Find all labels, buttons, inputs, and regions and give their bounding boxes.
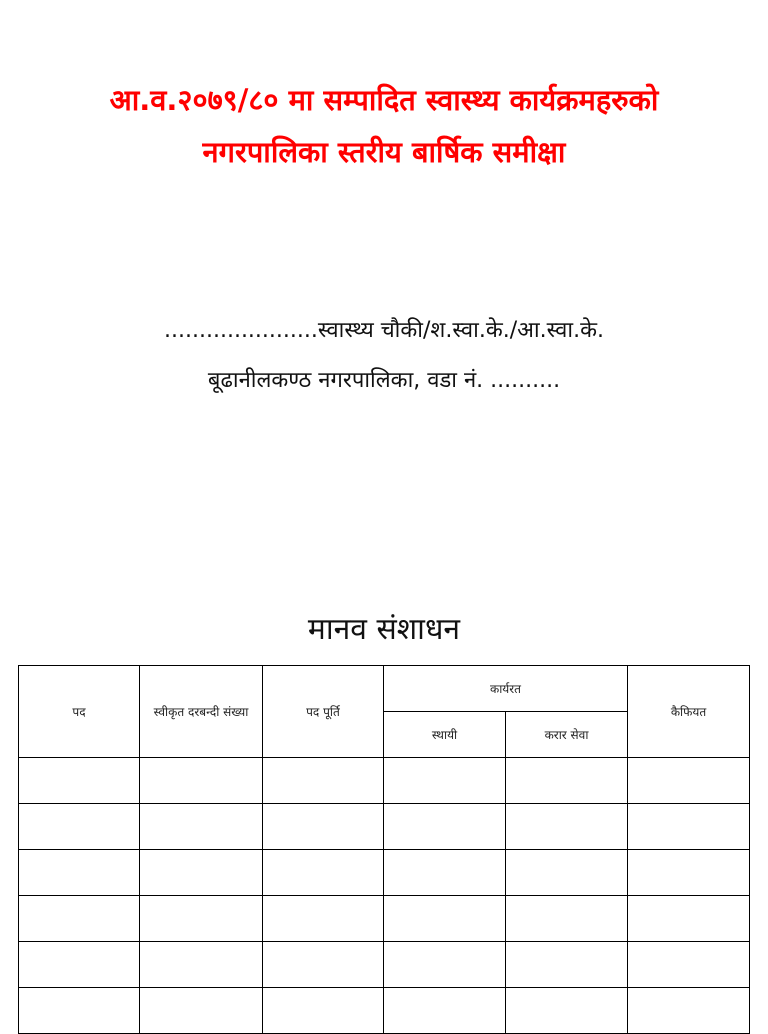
table-cell[interactable] (140, 988, 263, 1034)
table-cell[interactable] (263, 804, 384, 850)
table-row (19, 850, 750, 896)
table-cell[interactable] (19, 850, 140, 896)
table-cell[interactable] (263, 850, 384, 896)
table-body (19, 758, 750, 1034)
table-cell[interactable] (19, 942, 140, 988)
table-cell[interactable] (263, 988, 384, 1034)
header-permanent: स्थायी (384, 712, 506, 758)
table-cell[interactable] (506, 758, 628, 804)
table-cell[interactable] (263, 758, 384, 804)
table-row (19, 804, 750, 850)
table-cell[interactable] (628, 896, 750, 942)
header-post: पद (19, 666, 140, 758)
table-row (19, 988, 750, 1034)
table-cell[interactable] (384, 850, 506, 896)
health-facility-line: ......................स्वास्थ्य चौकी/श.स्वा.के./आ.स्वा.के. (164, 318, 604, 343)
table-cell[interactable] (19, 896, 140, 942)
table-cell[interactable] (384, 896, 506, 942)
header-working: कार्यरत (384, 666, 628, 712)
table-cell[interactable] (628, 758, 750, 804)
table-cell[interactable] (506, 942, 628, 988)
table-cell[interactable] (384, 988, 506, 1034)
table-cell[interactable] (263, 942, 384, 988)
table-cell[interactable] (628, 942, 750, 988)
municipality-ward-line: बूढानीलकण्ठ नगरपालिका, वडा नं. .......... (207, 368, 561, 393)
table-row (19, 896, 750, 942)
table-cell[interactable] (506, 896, 628, 942)
table-cell[interactable] (628, 850, 750, 896)
table-cell[interactable] (140, 758, 263, 804)
table-row (19, 758, 750, 804)
header-sanctioned-count: स्वीकृत दरबन्दी संख्या (140, 666, 263, 758)
table-cell[interactable] (19, 988, 140, 1034)
table-cell[interactable] (263, 896, 384, 942)
section-title: मानव संशाधन (307, 612, 461, 647)
table-cell[interactable] (506, 988, 628, 1034)
header-remarks: कैफियत (628, 666, 750, 758)
table-row (19, 942, 750, 988)
table-cell[interactable] (140, 850, 263, 896)
table-cell[interactable] (19, 758, 140, 804)
table-cell[interactable] (19, 804, 140, 850)
table-cell[interactable] (384, 942, 506, 988)
table-cell[interactable] (140, 942, 263, 988)
report-title-line-2: नगरपालिका स्तरीय बार्षिक समीक्षा (202, 135, 566, 169)
header-contract: करार सेवा (506, 712, 628, 758)
table-cell[interactable] (140, 804, 263, 850)
table-cell[interactable] (140, 896, 263, 942)
table-cell[interactable] (628, 988, 750, 1034)
table-cell[interactable] (628, 804, 750, 850)
table-cell[interactable] (506, 804, 628, 850)
header-post-filled: पद पूर्ति (263, 666, 384, 758)
human-resource-table (18, 665, 750, 1034)
table-cell[interactable] (384, 758, 506, 804)
report-title-line-1: आ.व.२०७९/८० मा सम्पादित स्वास्थ्य कार्यक्रमहरुको (109, 83, 659, 117)
table-cell[interactable] (506, 850, 628, 896)
table-cell[interactable] (384, 804, 506, 850)
